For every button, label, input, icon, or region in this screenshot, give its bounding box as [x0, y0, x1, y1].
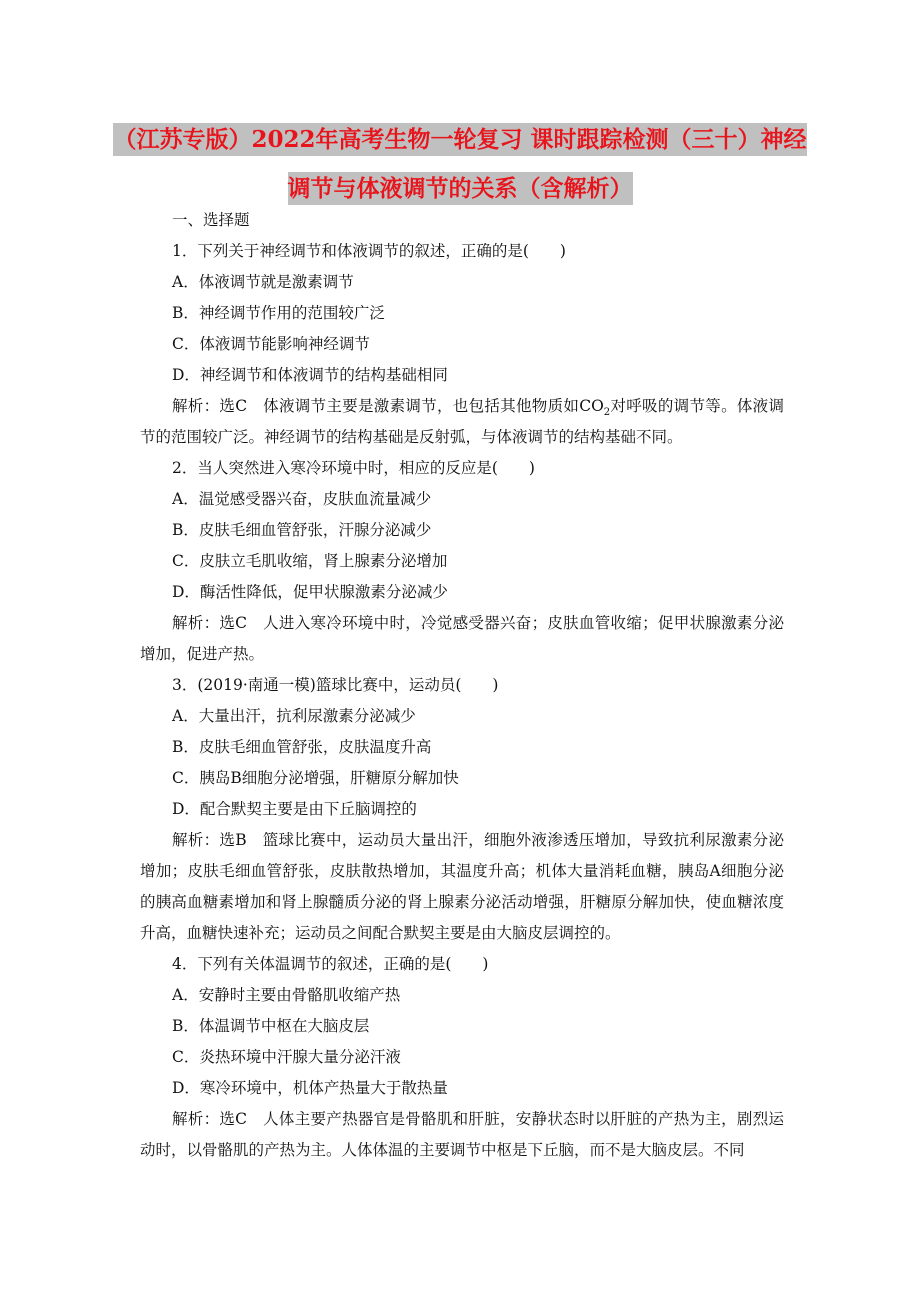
- question-option: A．体液调节就是激素调节: [172, 273, 354, 291]
- question-analysis: 解析：选B 篮球比赛中，运动员大量出汗，细胞外液渗透压增加，导致抗利尿激素分泌增加；皮肤毛细血管舒张，皮肤散热增加，其温度升高；机体大量消耗血糖，胰岛A细胞分泌的胰高血糖素增加和肾上腺髓质分泌的肾上腺素分泌活动增强，肝糖原分解加快，使血糖浓度升高，血糖快速补充；运动员之间配合默契主要是由大脑皮层调控的。: [140, 831, 784, 942]
- question-option: C．胰岛B细胞分泌增强，肝糖原分解加快: [172, 769, 459, 787]
- document-title-line2: 调节与体液调节的关系（含解析）: [0, 170, 920, 203]
- question-analysis: 解析：选C 人体主要产热器官是骨骼肌和肝脏，安静状态时以肝脏的产热为主，剧烈运动时，以骨骼肌的产热为主。人体体温的主要调节中枢是下丘脑，而不是大脑皮层。不同: [140, 1110, 784, 1159]
- question-option: C．皮肤立毛肌收缩，肾上腺素分泌增加: [172, 552, 448, 570]
- question-option: C．体液调节能影响神经调节: [172, 335, 370, 353]
- question-option: D．配合默契主要是由下丘脑调控的: [172, 800, 417, 818]
- analysis-text: 对呼吸的调节等。体液调节的范围较广泛。神经调节的结构基础是反射弧，与体液调节的结构基础不同。: [140, 397, 784, 446]
- question-option: C．炎热环境中汗腺大量分泌汗液: [172, 1048, 401, 1066]
- question-option: D．酶活性降低，促甲状腺激素分泌减少: [172, 583, 448, 601]
- question-analysis: 解析：选C 人进入寒冷环境中时，冷觉感受器兴奋；皮肤血管收缩；促甲状腺激素分泌增加，促进产热。: [140, 614, 784, 663]
- document-body: [140, 205, 784, 1166]
- question-option: D．神经调节和体液调节的结构基础相同: [172, 366, 448, 384]
- question-option: B．皮肤毛细血管舒张，皮肤温度升高: [172, 738, 432, 756]
- question-option: A．大量出汗，抗利尿激素分泌减少: [172, 707, 416, 725]
- question-option: B．神经调节作用的范围较广泛: [172, 304, 385, 322]
- question-option: A．温觉感受器兴奋，皮肤血流量减少: [172, 490, 432, 508]
- question-stem: 3．(2019·南通一模)篮球比赛中，运动员( ): [172, 676, 499, 694]
- analysis-text: 2: [603, 407, 611, 419]
- analysis-text: 解析：选C 体液调节主要是激素调节，也包括其他物质如CO: [172, 397, 604, 415]
- question-option: D．寒冷环境中，机体产热量大于散热量: [172, 1079, 448, 1097]
- question-stem: 1．下列关于神经调节和体液调节的叙述，正确的是( ): [172, 242, 566, 260]
- question-option: B．体温调节中枢在大脑皮层: [172, 1017, 370, 1035]
- question-option: B．皮肤毛细血管舒张，汗腺分泌减少: [172, 521, 432, 539]
- section-heading: 一、选择题: [172, 211, 250, 229]
- question-stem: 4．下列有关体温调节的叙述，正确的是( ): [172, 955, 489, 973]
- question-analysis: [140, 391, 784, 453]
- document-title-line1: （江苏专版）2022年高考生物一轮复习 课时跟踪检测（三十）神经: [0, 121, 920, 154]
- question-option: A．安静时主要由骨骼肌收缩产热: [172, 986, 401, 1004]
- question-stem: 2．当人突然进入寒冷环境中时，相应的反应是( ): [172, 459, 535, 477]
